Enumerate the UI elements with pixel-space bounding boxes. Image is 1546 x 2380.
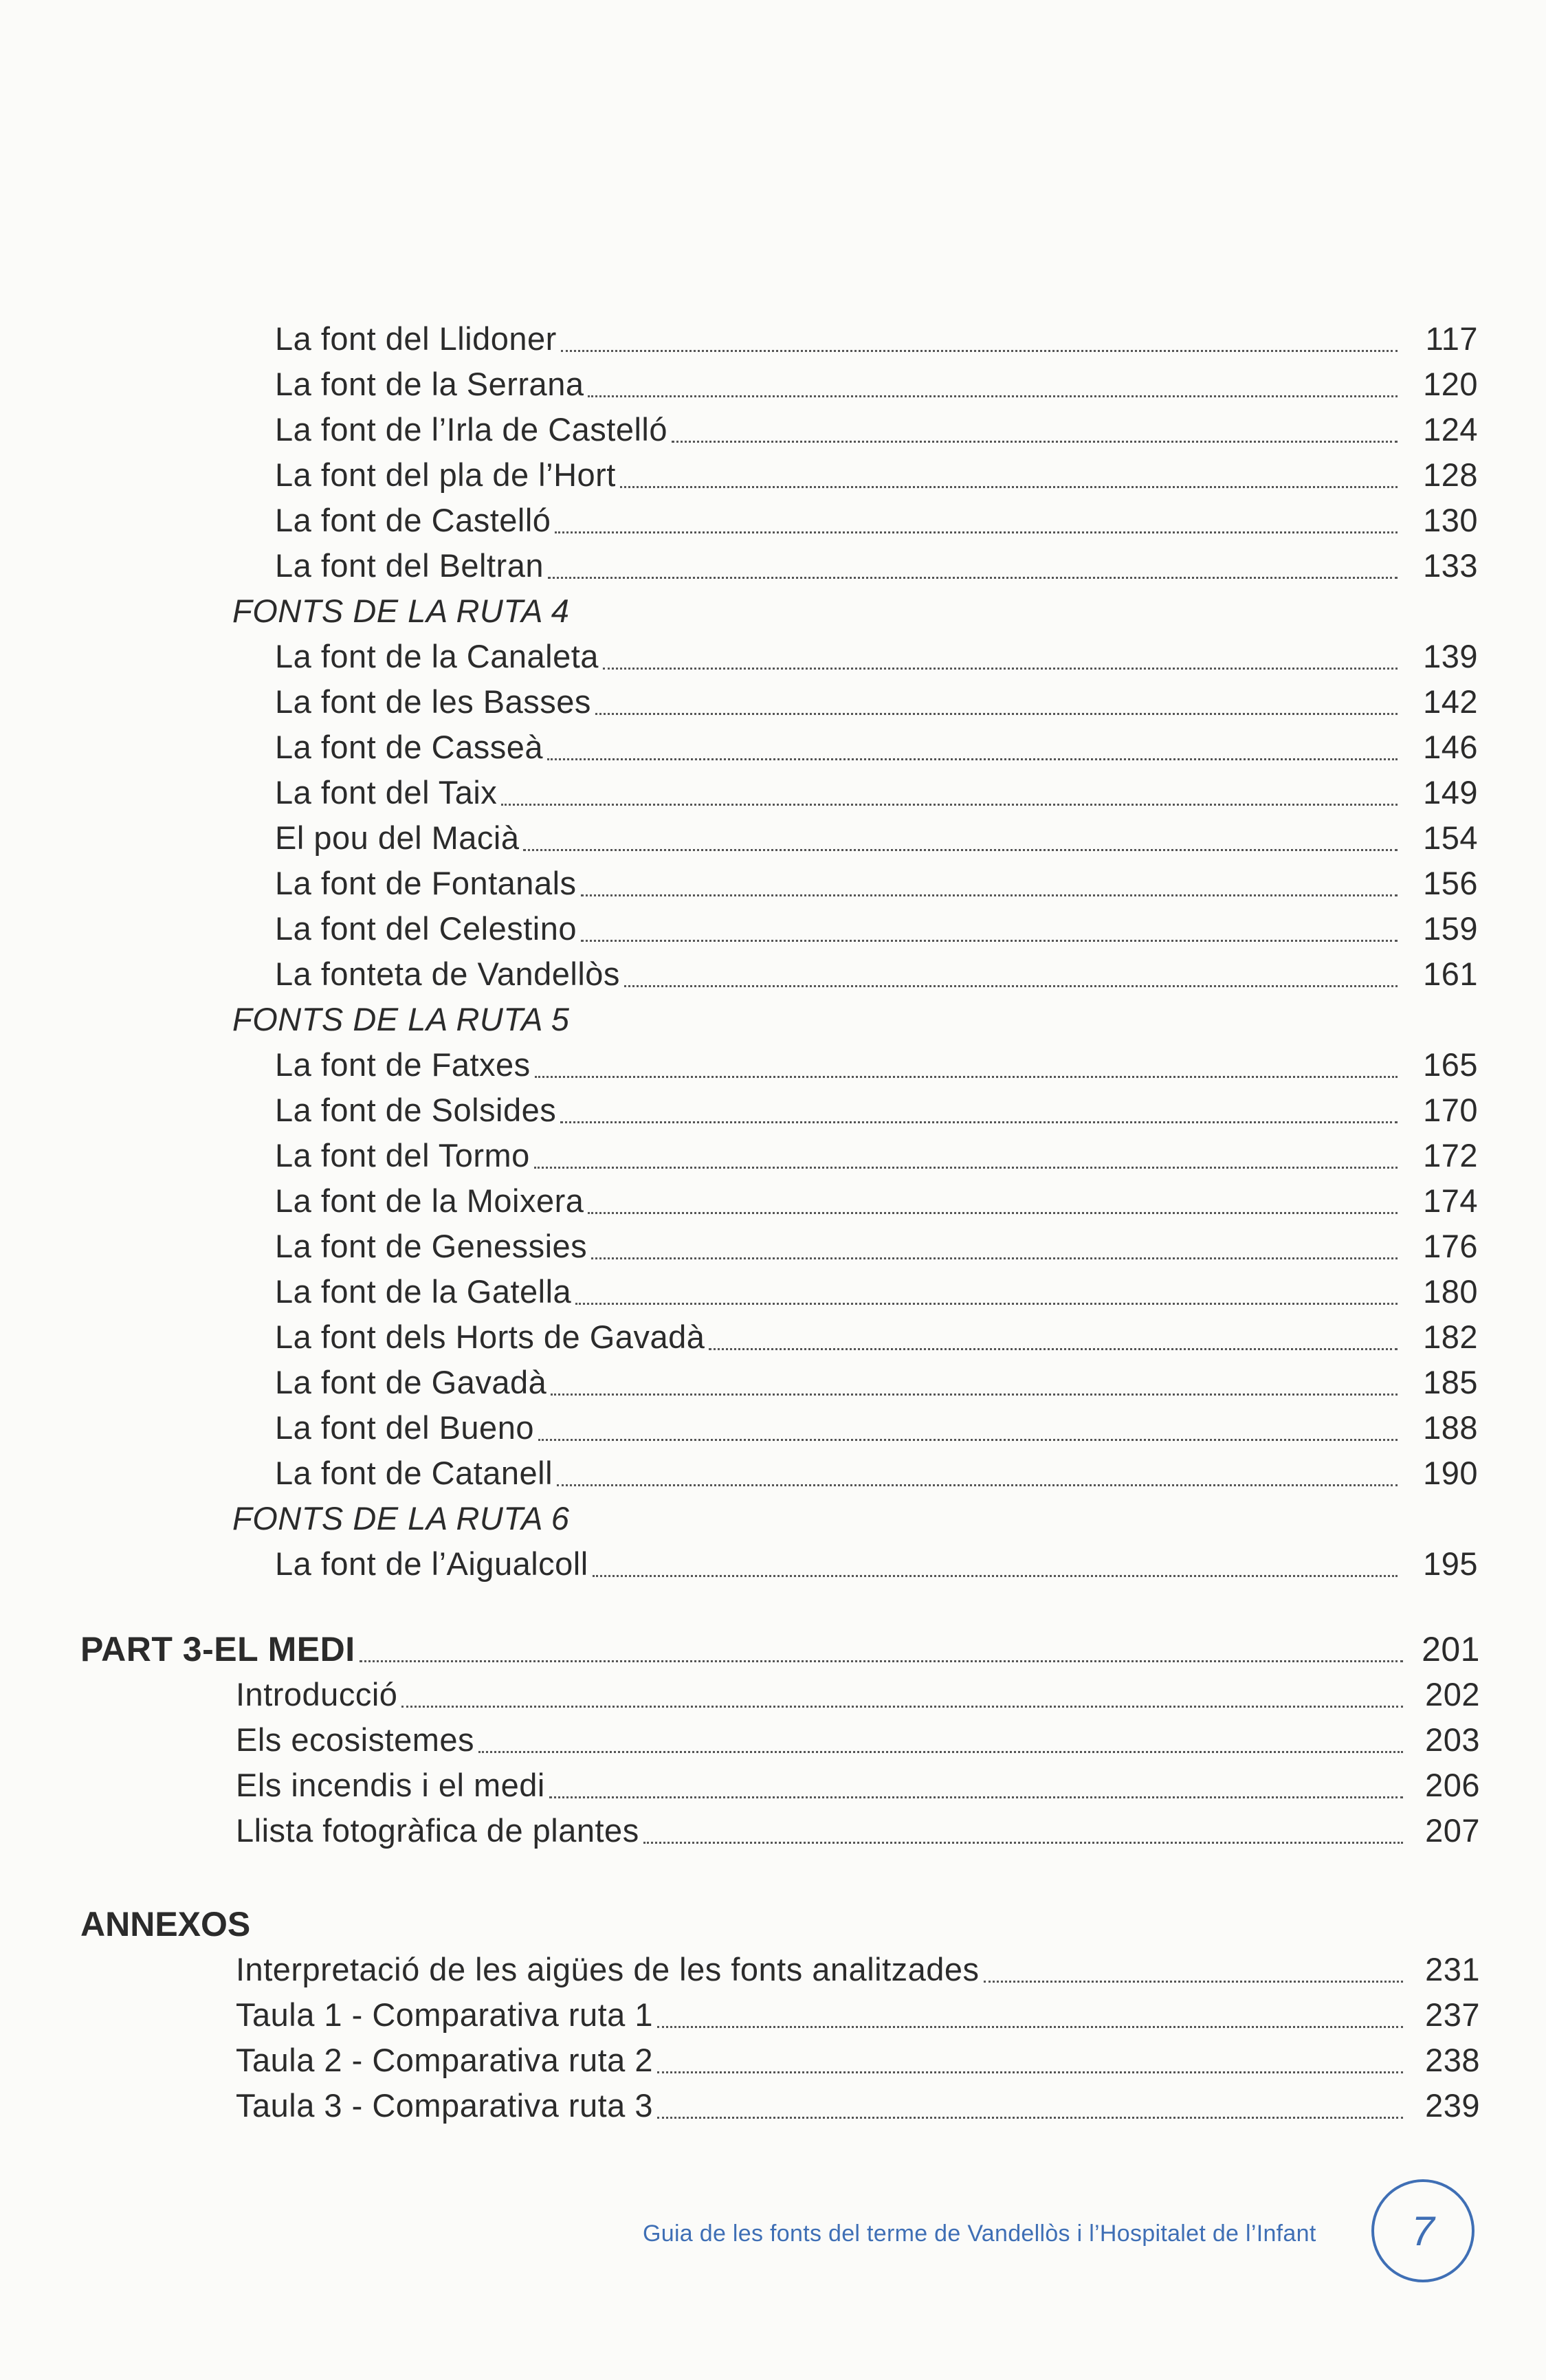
toc-entry-page: 195 xyxy=(1423,1545,1478,1582)
toc-entry[interactable] xyxy=(275,1044,1478,1086)
toc-entry-page: 188 xyxy=(1423,1409,1478,1446)
toc-entry[interactable] xyxy=(236,1764,1480,1807)
toc-entry-label: Taula 3 - Comparativa ruta 3 xyxy=(236,2087,654,2124)
toc-entry-label: La font del Celestino xyxy=(275,910,577,947)
toc-entry[interactable] xyxy=(275,771,1478,814)
toc-entry-label: La font de les Basses xyxy=(275,683,591,720)
toc-entry-page: 176 xyxy=(1423,1228,1478,1264)
toc-entry-label: Els incendis i el medi xyxy=(236,1767,545,1803)
toc-entry-page: 238 xyxy=(1425,2042,1480,2078)
toc-entry[interactable] xyxy=(275,499,1478,542)
toc-entry-label: La font de la Canaleta xyxy=(275,638,599,674)
toc-entry-label: La font del Llidoner xyxy=(275,320,557,357)
part-3-page: 201 xyxy=(1422,1630,1480,1668)
toc-entry-page: 206 xyxy=(1425,1767,1480,1803)
toc-entry-label: La font de Casseà xyxy=(275,729,543,765)
dot-leader xyxy=(657,2026,1403,2028)
toc-entry-label: La font del Bueno xyxy=(275,1409,534,1446)
page-number-badge: 7 xyxy=(1371,2179,1475,2282)
toc-entry[interactable] xyxy=(275,1180,1478,1222)
toc-entry-label: La fonteta de Vandellòs xyxy=(275,956,620,992)
dot-leader xyxy=(581,894,1398,896)
toc-entry[interactable] xyxy=(236,1948,1480,1991)
toc-entry-page: 190 xyxy=(1423,1455,1478,1491)
dot-leader xyxy=(555,531,1398,533)
dot-leader xyxy=(523,849,1398,851)
toc-entry-label: Interpretació de les aigües de les fonts analitzades xyxy=(236,1951,980,1987)
toc-entry-page: 139 xyxy=(1423,638,1478,674)
dot-leader xyxy=(591,1257,1398,1259)
dot-leader xyxy=(581,940,1398,942)
toc-entry-page: 146 xyxy=(1423,729,1478,765)
toc-entry-label: La font del pla de l’Hort xyxy=(275,456,616,493)
toc-entry[interactable] xyxy=(275,635,1478,678)
toc-entry[interactable] xyxy=(275,1361,1478,1404)
toc-entry[interactable] xyxy=(275,1316,1478,1358)
toc-entry-page: 203 xyxy=(1425,1721,1480,1758)
dot-leader xyxy=(534,1167,1398,1169)
toc-entry[interactable] xyxy=(275,318,1478,360)
toc-entry[interactable] xyxy=(275,817,1478,859)
toc-entry-page: 124 xyxy=(1423,411,1478,448)
toc-entry-page: 239 xyxy=(1425,2087,1480,2124)
route-4-heading: FONTS DE LA RUTA 4 xyxy=(232,593,570,629)
toc-entry-label: La font de Fontanals xyxy=(275,865,577,901)
dot-leader xyxy=(595,713,1398,715)
toc-entry[interactable] xyxy=(275,408,1478,451)
toc-entry[interactable] xyxy=(275,1134,1478,1177)
toc-entry[interactable] xyxy=(236,1719,1480,1761)
dot-leader xyxy=(709,1348,1398,1350)
toc-entry-page: 172 xyxy=(1423,1137,1478,1174)
toc-entry-label: La font de l’Irla de Castelló xyxy=(275,411,667,448)
dot-leader xyxy=(672,441,1398,443)
toc-entry[interactable] xyxy=(236,2084,1480,2127)
toc-entry-page: 174 xyxy=(1423,1182,1478,1219)
toc-entry[interactable] xyxy=(275,1543,1478,1585)
footer-text: Guia de les fonts del terme de Vandellòs i l’Hospitalet de l’Infant xyxy=(643,2221,1316,2247)
toc-entry[interactable] xyxy=(236,1994,1480,2036)
toc-entry-label: La font dels Horts de Gavadà xyxy=(275,1319,705,1355)
toc-entry-label: Llista fotogràfica de plantes xyxy=(236,1812,639,1849)
toc-entry-page: 142 xyxy=(1423,683,1478,720)
toc-entry-page: 156 xyxy=(1423,865,1478,901)
toc-entry-label: La font de Fatxes xyxy=(275,1046,531,1083)
toc-entry-page: 133 xyxy=(1423,547,1478,584)
toc-entry-label: El pou del Macià xyxy=(275,819,520,856)
toc-entry-page: 128 xyxy=(1423,456,1478,493)
toc-entry-page: 207 xyxy=(1425,1812,1480,1849)
toc-entry-label: Taula 2 - Comparativa ruta 2 xyxy=(236,2042,654,2078)
toc-entry-label: La font de Castelló xyxy=(275,502,551,538)
toc-entry-label: Els ecosistemes xyxy=(236,1721,475,1758)
toc-entry-label: La font de la Moixera xyxy=(275,1182,584,1219)
dot-leader xyxy=(478,1751,1403,1753)
toc-entry-page: 182 xyxy=(1423,1319,1478,1355)
dot-leader xyxy=(588,395,1398,397)
toc-entry[interactable] xyxy=(275,1452,1478,1495)
toc-entry[interactable] xyxy=(275,1407,1478,1449)
toc-entry[interactable] xyxy=(236,2039,1480,2082)
dot-leader xyxy=(360,1660,1403,1662)
dot-leader xyxy=(624,985,1398,987)
toc-entry[interactable] xyxy=(275,862,1478,905)
toc-entry-page: 149 xyxy=(1423,774,1478,811)
dot-leader xyxy=(560,1121,1398,1123)
part-3-title: PART 3-EL MEDI xyxy=(80,1630,355,1668)
toc-entry-page: 117 xyxy=(1425,320,1478,357)
dot-leader xyxy=(603,668,1398,670)
dot-leader xyxy=(588,1212,1398,1214)
dot-leader xyxy=(657,2071,1403,2073)
toc-entry-page: 165 xyxy=(1423,1046,1478,1083)
toc-entry-label: La font de la Gatella xyxy=(275,1273,572,1310)
toc-entry-page: 154 xyxy=(1423,819,1478,856)
toc-entry-page: 180 xyxy=(1423,1273,1478,1310)
dot-leader xyxy=(561,350,1398,352)
dot-leader xyxy=(538,1439,1398,1441)
toc-entry-page: 159 xyxy=(1423,910,1478,947)
toc-entry-label: La font del Taix xyxy=(275,774,498,811)
toc-entry-label: La font de la Serrana xyxy=(275,366,584,402)
toc-entry[interactable] xyxy=(275,1089,1478,1132)
part-3-heading[interactable] xyxy=(80,1628,1480,1671)
toc-entry-label: La font del Beltran xyxy=(275,547,544,584)
toc-entry-page: 170 xyxy=(1423,1092,1478,1128)
toc-entry-page: 237 xyxy=(1425,1996,1480,2033)
toc-entry[interactable] xyxy=(275,454,1478,496)
dot-leader xyxy=(551,1393,1398,1396)
toc-entry[interactable] xyxy=(275,1225,1478,1268)
toc-entry[interactable] xyxy=(275,726,1478,769)
dot-leader xyxy=(547,758,1398,760)
dot-leader xyxy=(549,1796,1403,1798)
toc-entry[interactable] xyxy=(275,363,1478,406)
dot-leader xyxy=(575,1303,1398,1305)
toc-entry-label: Taula 1 - Comparativa ruta 1 xyxy=(236,1996,654,2033)
dot-leader xyxy=(620,486,1398,488)
toc-entry[interactable] xyxy=(275,953,1478,995)
toc-entry[interactable] xyxy=(275,907,1478,950)
toc-entry[interactable] xyxy=(275,681,1478,723)
dot-leader xyxy=(643,1842,1403,1844)
route-6-heading: FONTS DE LA RUTA 6 xyxy=(232,1500,570,1536)
dot-leader xyxy=(593,1575,1398,1577)
toc-entry-page: 185 xyxy=(1423,1364,1478,1400)
annexos-heading: ANNEXOS xyxy=(80,1905,251,1943)
route-5-heading: FONTS DE LA RUTA 5 xyxy=(232,1001,570,1037)
toc-entry-page: 120 xyxy=(1423,366,1478,402)
dot-leader xyxy=(501,804,1398,806)
toc-entry[interactable] xyxy=(236,1809,1480,1852)
dot-leader xyxy=(557,1484,1398,1486)
dot-leader xyxy=(401,1706,1403,1708)
dot-leader xyxy=(984,1981,1403,1983)
toc-entry[interactable] xyxy=(275,544,1478,587)
toc-entry-label: Introducció xyxy=(236,1676,398,1712)
toc-entry-label: La font de Catanell xyxy=(275,1455,553,1491)
toc-entry-label: La font del Tormo xyxy=(275,1137,530,1174)
dot-leader xyxy=(535,1076,1398,1078)
toc-entry-page: 202 xyxy=(1425,1676,1480,1712)
dot-leader xyxy=(657,2117,1403,2119)
toc-entry-label: La font de Gavadà xyxy=(275,1364,547,1400)
toc-entry[interactable] xyxy=(236,1673,1480,1716)
toc-entry-page: 130 xyxy=(1423,502,1478,538)
toc-entry-page: 161 xyxy=(1423,956,1478,992)
toc-entry-label: La font de Genessies xyxy=(275,1228,588,1264)
toc-entry-label: La font de Solsides xyxy=(275,1092,557,1128)
toc-entry[interactable] xyxy=(275,1270,1478,1313)
dot-leader xyxy=(548,577,1398,579)
toc-entry-page: 231 xyxy=(1425,1951,1480,1987)
toc-entry-label: La font de l’Aigualcoll xyxy=(275,1545,588,1582)
